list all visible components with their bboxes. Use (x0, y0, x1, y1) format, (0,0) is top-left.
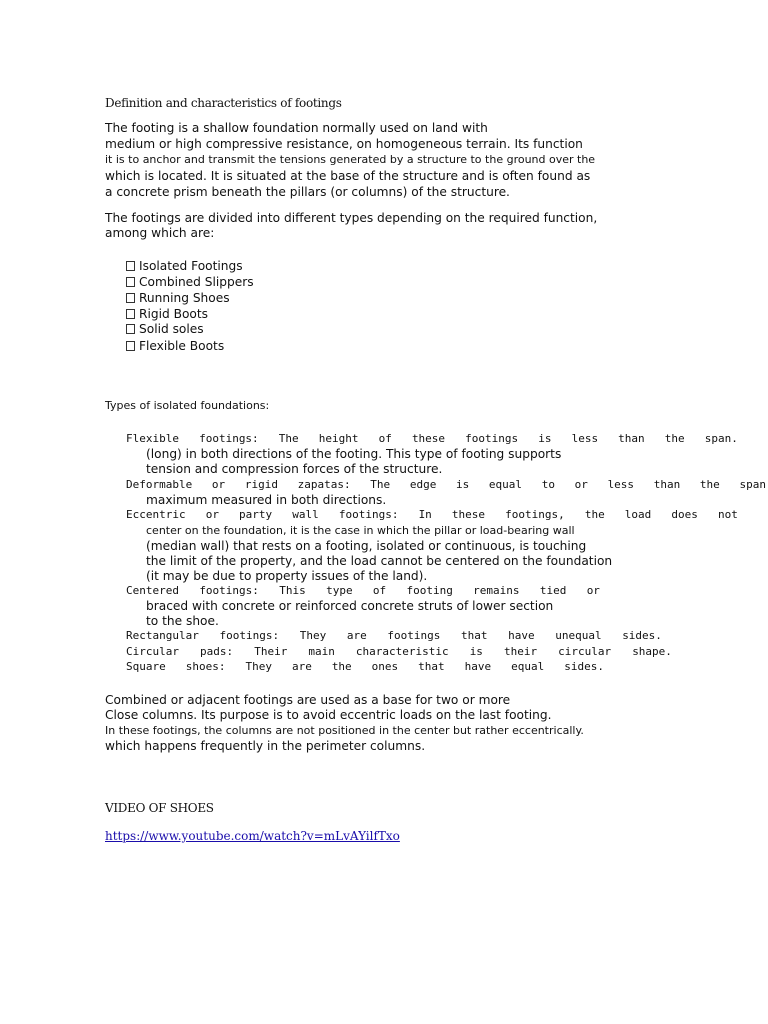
word: span. (704, 432, 738, 445)
checkbox-bullet-icon (126, 293, 135, 303)
isolated-item-centered (126, 584, 600, 597)
word: of (378, 432, 392, 445)
word: equal (488, 478, 523, 491)
word: have (508, 629, 535, 642)
word: or (211, 478, 226, 491)
list-item (126, 307, 208, 321)
combined-line: Close columns. Its purpose is to avoid eccentric loads on the last footing. (105, 708, 552, 722)
isolated-item-text (126, 645, 672, 658)
list-item (126, 339, 224, 353)
word: than (618, 432, 645, 445)
word: The (278, 432, 299, 445)
word: the (699, 478, 720, 491)
word: tied (539, 584, 567, 597)
word: or (586, 584, 600, 597)
document-title: Definition and characteristics of footings (105, 96, 342, 110)
isolated-heading: Types of isolated foundations: (105, 399, 270, 412)
list-item (126, 275, 254, 289)
word: unequal (555, 629, 602, 642)
isolated-item-continuation: (long) in both directions of the footing. This type of footing supports (146, 447, 562, 461)
word: Circular (126, 645, 179, 658)
word: edge (409, 478, 437, 491)
word: sides. (564, 660, 604, 673)
word: footing (406, 584, 453, 597)
word: their (503, 645, 538, 658)
list-item-label: Running Shoes (139, 291, 230, 305)
word: have (464, 660, 492, 673)
word: not (717, 508, 738, 521)
intro-line: The footing is a shallow foundation normally used on land with (105, 121, 488, 135)
word: or (574, 478, 588, 491)
list-item-label: Solid soles (139, 322, 204, 336)
checkbox-bullet-icon (126, 341, 135, 351)
word: to (541, 478, 555, 491)
isolated-item-text (126, 432, 738, 445)
word: wall (292, 508, 319, 521)
word: party (239, 508, 273, 521)
word: footings: (338, 508, 399, 521)
list-item-label: Isolated Footings (139, 259, 243, 273)
list-item-label: Flexible Boots (139, 339, 225, 353)
list-item (126, 291, 230, 305)
word: footings: (199, 584, 259, 597)
intro-line: medium or high compressive resistance, on homogeneous terrain. Its function (105, 137, 583, 151)
checkbox-bullet-icon (126, 261, 135, 271)
isolated-item-text (126, 584, 600, 597)
word: the (664, 432, 685, 445)
word: rigid (244, 478, 278, 491)
word: characteristic (355, 645, 449, 658)
word: circular (558, 645, 612, 658)
video-heading: VIDEO OF SHOES (105, 801, 214, 815)
checkbox-bullet-icon (126, 277, 135, 287)
word: Their (254, 645, 288, 658)
word: shoes: (185, 660, 226, 673)
word: footings (387, 629, 441, 642)
word: shape. (632, 645, 672, 658)
word: This (279, 584, 306, 597)
word: less (607, 478, 635, 491)
isolated-item-deformable (126, 478, 766, 491)
word: pads: (200, 645, 234, 658)
list-item (126, 322, 204, 336)
word: footings, (505, 508, 565, 521)
word: Deformable (126, 478, 193, 491)
word: is (538, 432, 552, 445)
word: are (291, 660, 312, 673)
word: that (460, 629, 488, 642)
word: height (318, 432, 359, 445)
word: The (370, 478, 391, 491)
word: span (739, 478, 766, 491)
isolated-item-continuation: to the shoe. (146, 614, 219, 628)
word: ones (371, 660, 399, 673)
word: load (624, 508, 652, 521)
word: is (469, 645, 483, 658)
word: type (326, 584, 353, 597)
list-item (126, 259, 243, 273)
isolated-item-continuation: (it may be due to property issues of the land). (146, 569, 428, 583)
list-item-label: Combined Slippers (139, 275, 254, 289)
word: equal (511, 660, 545, 673)
word: remains (473, 584, 520, 597)
word: that (418, 660, 445, 673)
isolated-item-circular (126, 645, 672, 658)
list-item-label: Rigid Boots (139, 307, 208, 321)
isolated-item-text (126, 629, 662, 642)
isolated-item-text (126, 660, 604, 673)
word: zapatas: (297, 478, 351, 491)
word: Centered (126, 584, 179, 597)
word: They (245, 660, 272, 673)
word: than (653, 478, 681, 491)
word: In (418, 508, 432, 521)
isolated-item-continuation: braced with concrete or reinforced concrete struts of lower section (146, 599, 554, 613)
combined-line: In these footings, the columns are not positioned in the center but rather eccentrically. (105, 724, 584, 737)
isolated-item-continuation: center on the foundation, it is the case in which the pillar or load-bearing wall (146, 524, 575, 537)
isolated-item-flexible (126, 432, 738, 445)
isolated-item-continuation: tension and compression forces of the structure. (146, 462, 443, 476)
word: these (451, 508, 486, 521)
word: does (671, 508, 698, 521)
word: Rectangular (126, 629, 199, 642)
combined-line: Combined or adjacent footings are used as a base for two or more (105, 693, 511, 707)
isolated-item-eccentric (126, 508, 738, 521)
isolated-item-rectangular (126, 629, 662, 642)
types-intro-line: among which are: (105, 226, 215, 240)
intro-line: a concrete prism beneath the pillars (or columns) of the structure. (105, 185, 510, 199)
isolated-item-continuation: maximum measured in both directions. (146, 493, 387, 507)
word: Flexible (126, 432, 179, 445)
word: or (205, 508, 219, 521)
isolated-item-text (126, 478, 766, 491)
word: They (299, 629, 327, 642)
isolated-item-text (126, 508, 738, 521)
word: of (372, 584, 387, 597)
word: these (411, 432, 446, 445)
intro-line: which is located. It is situated at the base of the structure and is often found as (105, 169, 591, 183)
word: are (346, 629, 367, 642)
isolated-item-continuation: (median wall) that rests on a footing, isolated or continuous, is touching (146, 539, 587, 553)
word: the (584, 508, 605, 521)
word: is (456, 478, 470, 491)
word: the (331, 660, 352, 673)
word: main (308, 645, 335, 658)
isolated-item-square (126, 660, 604, 673)
word: footings (465, 432, 519, 445)
word: Eccentric (126, 508, 186, 521)
word: Square (126, 660, 166, 673)
word: sides. (622, 629, 662, 642)
types-intro-line: The footings are divided into different types depending on the required function, (105, 211, 598, 225)
combined-line: which happens frequently in the perimeter columns. (105, 739, 426, 753)
video-link[interactable]: https://www.youtube.com/watch?v=mLvAYilfTxo (105, 829, 400, 843)
checkbox-bullet-icon (126, 309, 135, 319)
intro-line: it is to anchor and transmit the tensions generated by a structure to the ground over the (105, 153, 596, 166)
word: footings: (199, 432, 259, 445)
isolated-item-continuation: the limit of the property, and the load cannot be centered on the foundation (146, 554, 613, 568)
word: footings: (219, 629, 280, 642)
word: less (571, 432, 599, 445)
checkbox-bullet-icon (126, 324, 135, 334)
